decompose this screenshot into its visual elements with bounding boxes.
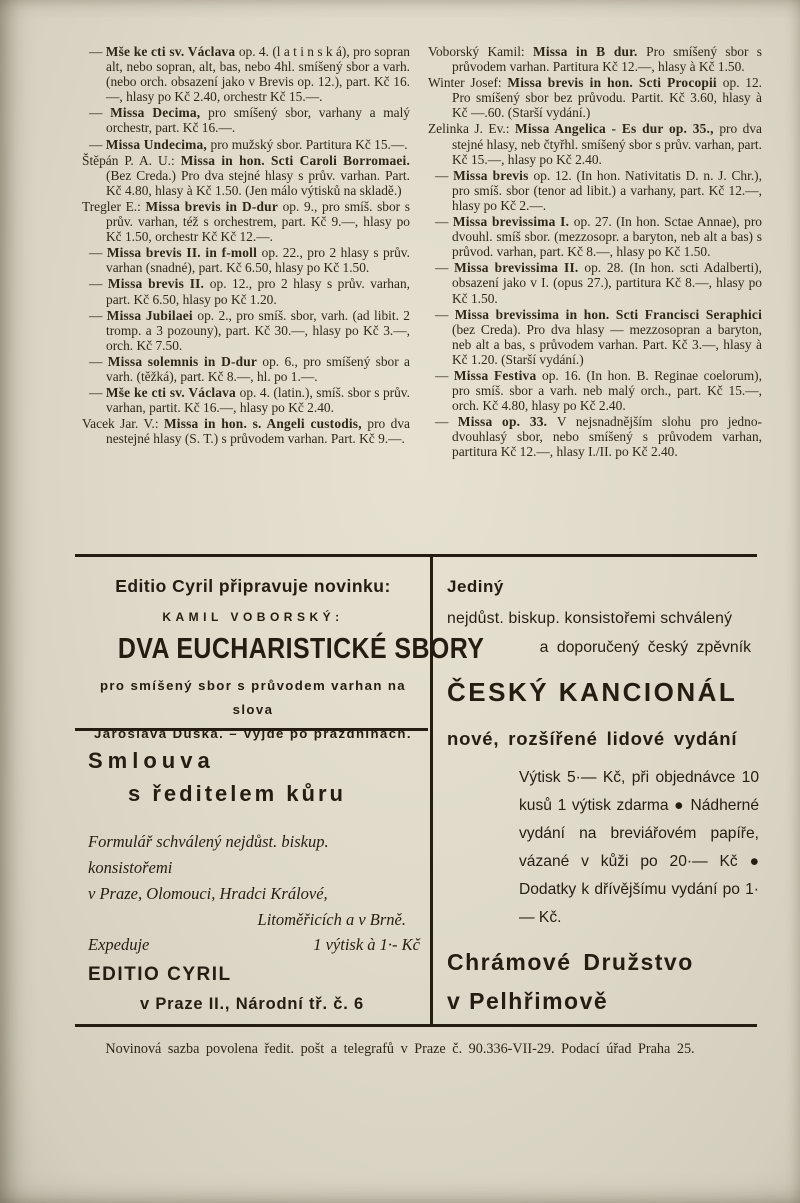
catalog-entry-prefix: — <box>435 414 458 430</box>
catalog-entry: — Mše ke cti sv. Václava op. 4. (l a t i n s k á), pro sopran alt, nebo sopran, alt, bas, nebo 4hl. smíšený sbor a varh. (nebo orch. obsazení jako v Brevis op. 12.), part. Kč 16.—, hlasy po Kč 2.40, orchestr Kč 15.—. <box>89 44 410 105</box>
ad-kancional-title: ČESKÝ KANCIONÁL <box>447 677 738 707</box>
catalog-entry: — Mše ke cti sv. Václava op. 4. (latin.), smíš. sbor s prův. varhan, partit. Kč 16.—, hlasy po Kč 2.40. <box>89 385 410 416</box>
catalog-entry: — Missa Undecima, pro mužský sbor. Partitura Kč 15.—. <box>89 136 408 152</box>
catalog-entry: — Missa brevis op. 12. (In hon. Nativitatis D. n. J. Chr.), pro smíš. sbor (tenor ad libit.) a varhany, part. Kč 12.—, hlasy po Kč 2.—. <box>435 167 762 213</box>
catalog-entry: — Missa op. 33. V nejsnadnějším slohu pro jedno- dvouhlasý sbor, nebo smíšený s průvodem varhan, partitura Kč 12.—, hlasy I./II. po Kč 2.40. <box>435 414 762 460</box>
catalog-entry-title: Missa brevis in D-dur <box>145 198 283 214</box>
catalog-entry: — Missa brevis II. in f-moll op. 22., pro 2 hlasy s prův. varhan (snadné), part. Kč 6.50, hlasy po Kč 1.50. <box>89 245 410 276</box>
catalog-column-right <box>428 44 762 461</box>
ad-kancional-kicker3: a doporučený český zpěvník <box>539 639 751 656</box>
catalog-entry-title: Missa in hon. Scti Caroli Borromaei. <box>180 152 410 168</box>
catalog-entry-title: Mše ke cti sv. Václava <box>105 385 240 401</box>
catalog-entry: — Missa brevissima II. op. 28. (In hon. scti Adalberti), obsazení jako v I. (opus 27.), partitura Kč 8.—, hlasy po Kč 1.50. <box>435 260 762 306</box>
ad-smlouva-body4: Litoměřicích a v Brně. <box>257 910 406 929</box>
ad-novinka-subtitle <box>88 674 418 746</box>
ad-smlouva <box>88 748 420 1014</box>
ad-smlouva-body1: Formulář schválený nejdůst. biskup. <box>88 832 329 851</box>
ads-bottom-rule <box>75 1024 757 1027</box>
ad-smlouva-body2: konsistořemi <box>88 858 173 877</box>
catalog-entry-prefix: Štěpán P. A. U.: <box>82 152 181 168</box>
catalog-entry-prefix: — <box>89 105 111 121</box>
catalog-entry-title: Missa brevis II. <box>107 276 210 292</box>
catalog-entry-prefix: — <box>89 276 108 292</box>
catalog-entry-prefix: — <box>435 167 454 183</box>
catalog-entry-title: Missa Festiva <box>453 367 543 383</box>
catalog-entry: — Missa Jubilaei op. 2., pro smíš. sbor, varh. (ad libit. 2 tromp. a 3 pozouny), part. Kč 30.—, hlasy po Kč 3.—, orch. Kč 7.50. <box>89 307 410 353</box>
ad-smlouva-expeduje: Expeduje <box>88 935 150 954</box>
catalog-entry-prefix: — <box>89 385 106 401</box>
catalog-entry-title: Missa Undecima, <box>105 136 211 152</box>
catalog-entry-prefix: — <box>89 136 106 152</box>
ad-novinka-sub1: pro smíšený sbor s průvodem varhan na slova <box>99 678 407 717</box>
catalog-column-left <box>82 44 410 447</box>
catalog-entry-prefix: — <box>435 367 454 383</box>
imprint-line: Novinová sazba povolena ředit. pošt a telegrafů v Praze č. 90.336-VII-29. Podací úřad Praha 25. <box>105 1041 695 1057</box>
catalog-entry: Štěpán P. A. U.: Missa in hon. Scti Caroli Borromaei. (Bez Creda.) Pro dva stejné hlasy s prův. varhan. Part. Kč 4.80, hlasy à Kč 1.50. (Jen málo výtisků na skladě.) <box>82 152 410 198</box>
catalog-entry-title: Missa Angelica - Es dur op. 35., <box>514 121 720 137</box>
catalog-entry-title: Missa brevis in hon. Scti Procopii <box>507 75 723 91</box>
catalog-entry-prefix: Tregler E.: <box>82 198 146 214</box>
catalog-entry: — Missa Festiva op. 16. (In hon. B. Reginae coelorum), pro smíš. sbor a varh. neb malý orch., part. Kč 15.—, orch. Kč 4.80, hlasy po Kč 2.40. <box>435 367 762 414</box>
catalog-entry-prefix: — <box>89 245 107 261</box>
catalog-entry: Zelinka J. Ev.: Missa Angelica - Es dur op. 35., pro dva stejné hlasy, neb čtyřhl. smíšený sbor s prův. varhan, part. Kč 15.—, hlasy po Kč 2.40. <box>428 121 762 167</box>
ad-kancional-org2: v Pelhřimově <box>447 988 609 1014</box>
catalog-entry: — Missa solemnis in D-dur op. 6., pro smíšený sbor a varh. (těžká), part. Kč 8.—, hl. po 1.—. <box>89 353 410 384</box>
catalog-entry-prefix: — <box>435 260 455 276</box>
catalog-entry-prefix: Voborský Kamil: <box>428 44 533 59</box>
ads-top-rule <box>75 554 757 557</box>
ad-smlouva-price: 1 výtisk à 1·- Kč <box>313 935 420 954</box>
catalog-entry: — Missa Decima, pro smíšený sbor, varhany a malý orchestr, part. Kč 16.—. <box>89 105 410 136</box>
catalog-entry: Vacek Jar. V.: Missa in hon. s. Angeli custodis, pro dva nestejné hlasy (S. T.) s průvodem varhan. Part. Kč 9.—. <box>82 416 410 447</box>
ad-kancional-kicker1: Jediný <box>447 577 504 596</box>
catalog-entry-title: Missa in hon. s. Angeli custodis, <box>163 416 368 432</box>
catalog-entry-title: Missa brevissima I. <box>452 214 574 230</box>
ad-novinka-sub2: Jaroslava Duška. – Vyjde po prázdninách. <box>94 726 412 741</box>
catalog-entry-title: Missa Decima, <box>110 105 209 121</box>
ad-smlouva-expeduje-row <box>88 935 420 955</box>
catalog-entry-title: Missa op. 33. <box>457 414 557 430</box>
catalog-entry: Tregler E.: Missa brevis in D-dur op. 9., pro smíš. sbor s prův. varhan, též s orchestrem, part. Kč 9.—, hlasy po Kč 1.50, orchestr Kč Kč 12.—. <box>82 198 410 245</box>
catalog-entry-prefix: Vacek Jar. V.: <box>82 416 164 432</box>
ad-novinka-author: KAMIL VOBORSKÝ: <box>162 610 344 624</box>
ad-smlouva-address: v Praze II., Národní tř. č. 6 <box>140 995 365 1013</box>
ad-smlouva-publisher: EDITIO CYRIL <box>88 964 232 985</box>
catalog-entry: — Missa brevissima in hon. Scti Francisci Seraphici (bez Creda). Pro dva hlasy — mezzosopran a baryton, neb alt a bas, s průvodem varhan. Part. Kč 3.—, hlasy à Kč 1.20. (Starší vydání.) <box>435 306 762 367</box>
catalog-entry-prefix: — <box>435 214 453 230</box>
catalog-entry-prefix: Winter Josef: <box>428 75 508 91</box>
catalog-entry: — Missa brevis II. op. 12., pro 2 hlasy s prův. varhan, part. Kč 6.50, hlasy po Kč 1.20. <box>89 276 410 307</box>
catalog-entry-prefix: Zelinka J. Ev.: <box>428 121 515 137</box>
ad-kancional-body: Výtisk 5·— Kč, při objednávce 10 kusů 1 výtisk zdarma ● Nádherné vydání na breviářovém papíře, vázané v kůži po 20·— Kč ● Dodatky k dřívějšímu vydání po 1·— Kč. <box>519 769 759 926</box>
catalog-entry-title: Missa brevis II. in f-moll <box>106 245 262 261</box>
catalog-entry-title: Missa brevissima II. <box>454 260 585 276</box>
catalog-entry-prefix: — <box>89 353 108 369</box>
catalog-entry: — Missa brevissima I. op. 27. (In hon. Sctae Annae), pro dvouhl. smíš sbor. (mezzosopr. a baryton, neb alt a bas) s průvod. varhan, part. Kč 8.—, hlasy po Kč 1.50. <box>435 214 762 260</box>
catalog-entry-prefix: — <box>89 44 106 59</box>
ads-vertical-divider <box>430 554 433 1027</box>
catalog-entry-title: Missa brevis <box>453 167 534 183</box>
catalog-entry-title: Missa solemnis in D-dur <box>107 353 263 369</box>
ad-smlouva-body3: v Praze, Olomouci, Hradci Králové, <box>88 884 328 903</box>
ad-smlouva-title2: s ředitelem kůru <box>128 781 346 806</box>
catalog-entry-title: Missa brevissima in hon. Scti Francisci Seraphici <box>454 306 762 322</box>
catalog-entry-prefix: — <box>89 307 107 323</box>
ad-kancional-kicker2: nejdůst. biskup. konsistořemi schválený <box>447 610 733 627</box>
ad-kancional-subtitle: nové, rozšířené lidové vydání <box>447 728 738 749</box>
ad-novinka-title: DVA EUCHARISTICKÉ SBORY <box>117 633 485 665</box>
ad-smlouva-title1: Smlouva <box>88 748 215 773</box>
ad-cesky-kancional <box>447 577 759 1015</box>
catalog-entry: Voborský Kamil: Missa in B dur. Pro smíšený sbor s průvodem varhan. Partitura Kč 12.—, hlasy à Kč 1.50. <box>428 44 763 75</box>
catalog-entry-prefix: — <box>435 306 455 322</box>
ad-kancional-org1: Chrámové Družstvo <box>447 949 694 975</box>
catalog-entry: Winter Josef: Missa brevis in hon. Scti Procopii op. 12. Pro smíšený sbor bez průvodu. Partit. Kč 3.60, hlasy à Kč —.60. (Starší vydání.) <box>428 75 763 121</box>
ad-novinka-kicker: Editio Cyril připravuje novinku: <box>115 576 391 596</box>
ad-smlouva-body <box>88 829 420 933</box>
catalog-entry-title: Mše ke cti sv. Václava <box>105 44 239 59</box>
catalog-entry-title: Missa in B dur. <box>533 44 647 59</box>
catalog-entry-title: Missa Jubilaei <box>106 307 198 323</box>
